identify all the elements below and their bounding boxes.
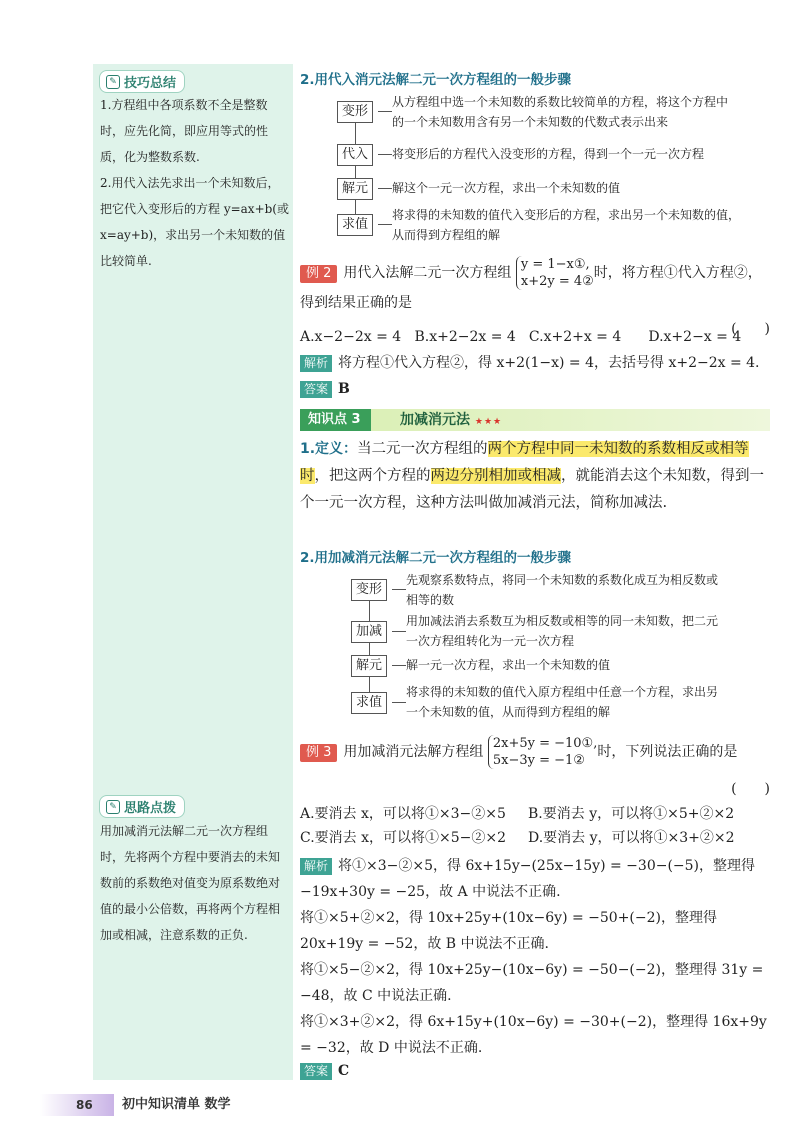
example-2-options: A.x−2−2x = 4 B.x+2−2x = 4 C.x+2+x = 4 D.x+2−x = 4 xyxy=(300,329,742,345)
example-tag: 例 3 xyxy=(300,744,337,762)
step-desc-transform: 先观察系数特点，将同一个未知数的系数化成互为相反数或相等的数 xyxy=(406,573,719,607)
example-3-options: A.要消去 x，可以将①×3−②×5 B.要消去 y，可以将①×5+②×2 C.要消去 x，可以将①×5−②×2 D.要消去 y，可以将①×3+②×2 xyxy=(300,806,735,846)
step-box-evaluate: 求值 xyxy=(351,692,387,714)
step-box-evaluate: 求值 xyxy=(337,214,373,236)
answer-paren: ( ) xyxy=(731,321,770,337)
book-title: 初中知识清单 数学 xyxy=(122,1097,231,1112)
lightbulb-icon: ✎ xyxy=(106,75,120,89)
example-tag: 例 2 xyxy=(300,265,337,283)
page-number: 86 xyxy=(76,1098,93,1112)
tip-item-1: 1.方程组中各项系数不全是整数时，应先化简，即应用等式的性质，化为整数系数. xyxy=(100,98,269,164)
lightbulb-icon: ✎ xyxy=(106,800,120,814)
answer-paren: ( ) xyxy=(731,781,770,797)
step-desc-substitute: 将变形后的方程代入没变形的方程，得到一个一元一次方程 xyxy=(392,147,705,161)
tip-idea-label xyxy=(99,795,185,818)
difficulty-stars-icon: ★★★ xyxy=(474,417,503,427)
step-desc-solve: 解一元一次方程，求出一个未知数的值 xyxy=(406,658,611,672)
step-box-substitute: 代入 xyxy=(337,144,373,166)
section-heading-elimination: 2.用加减消元法解二元一次方程组的一般步骤 xyxy=(300,550,572,566)
equation-system: 2x+5y = −10①, 5x−3y = −1② xyxy=(488,735,598,769)
kp3-definition: 1.定义：当二元一次方程组的两个方程中同一未知数的系数相反或相等时，把这两个方程的两边分别相加或相减，就能消去这个未知数，得到一个一元一次方程，这种方法叫做加减消元法，简称加减法. xyxy=(300,441,764,511)
step-box-solve: 解元 xyxy=(337,178,373,200)
example-2-answer: 答案 B xyxy=(300,376,770,402)
tip-idea-text: 用加减消元法解二元一次方程组时，先将两个方程中要消去的未知数前的系数绝对值变为原系数绝对值的最小公倍数，再将两个方程相加或相减，注意系数的正负. xyxy=(100,824,281,942)
highlight-operation: 两边分别相加或相减 xyxy=(430,468,561,484)
equation-system: y = 1−x①, x+2y = 4② xyxy=(516,256,594,290)
tip-summary-label xyxy=(99,70,185,93)
step-box-solve: 解元 xyxy=(351,655,387,677)
step-desc-transform: 从方程组中选一个未知数的系数比较简单的方程，将这个方程中的一个未知数用含有另一个未知数的代数式表示出来 xyxy=(392,95,729,129)
example-3-answer: 答案 C xyxy=(300,1058,770,1084)
example-3-analysis: 解析 将①×3−②×5，得 6x+15y−(25x−15y) = −30−(−5)，整理得 −19x+30y = −25，故 A 中说法不正确. 将①×5+②×2，得 10x+25y+(10x−6y) = −50+(−2)，整理得 20x+19y = −52，故 B 中说法不正确. 将①×5−②×2，得 10x+25y−(10x−6y) = −50−(−2)，整理得 31y = −48，故 C 中说法正确. 将①×3+②×2，得 6x+15y+(10x−6y) = −30+(−2)，整理得 16x+9y = −32，故 D 中说法不正确. xyxy=(300,858,767,1056)
step-desc-add-subtract: 用加减法消去系数互为相反数或相等的同一未知数，把二元一次方程组转化为一元一次方程 xyxy=(406,614,719,648)
example-3: 例 3 用加减消元法解方程组 2x+5y = −10①, 5x−3y = −1②时，下列说法正确的是 xyxy=(300,735,770,769)
knowledge-point-title: 加减消元法 ★★★ xyxy=(400,412,503,428)
step-box-add-subtract: 加减 xyxy=(351,621,387,643)
step-box-transform: 变形 xyxy=(351,579,387,601)
highlight-condition: 两个方程中同一未知数的系数相反或相等时 xyxy=(300,441,749,484)
step-desc-solve: 解这个一元一次方程，求出一个未知数的值 xyxy=(392,181,621,195)
flow-connector xyxy=(355,120,356,224)
step-desc-evaluate: 将求得的未知数的值代入变形后的方程，求出另一个未知数的值，从而得到方程组的解 xyxy=(392,208,741,242)
step-box-transform: 变形 xyxy=(337,101,373,123)
section-heading-substitution: 2.用代入消元法解二元一次方程组的一般步骤 xyxy=(300,72,572,88)
tip-idea-title: 思路点拨 xyxy=(124,801,177,816)
tip-item-2: 2.用代入法先求出一个未知数后，把它代入变形后的方程 y=ax+b(或 x=ay+b)，求出另一个未知数的值比较简单. xyxy=(100,176,289,268)
knowledge-point-tag: 知识点 3 xyxy=(300,409,371,431)
tip-summary-text xyxy=(100,92,290,274)
example-2: 例 2 用代入法解二元一次方程组 y = 1−x①, x+2y = 4②时，将方程①代入方程②，得到结果正确的是 ( ) xyxy=(300,256,770,342)
tip-summary-title: 技巧总结 xyxy=(124,76,177,91)
step-desc-evaluate: 将求得的未知数的值代入原方程组中任意一个方程，求出另一个未知数的值，从而得到方程组的解 xyxy=(406,685,719,719)
example-2-analysis: 解析 将方程①代入方程②，得 x+2(1−x) = 4，去括号得 x+2−2x = 4. xyxy=(300,350,770,376)
